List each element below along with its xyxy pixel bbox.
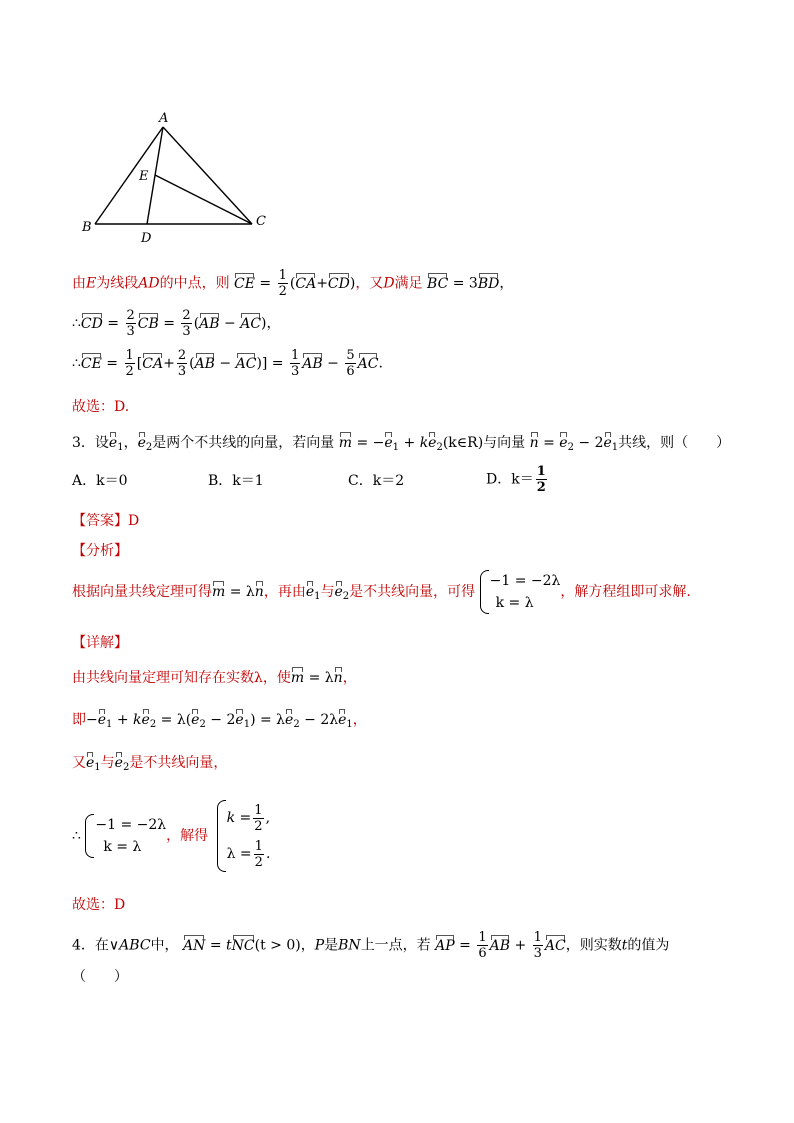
- triangle-diagram: [0, 0, 794, 260]
- label-A: A: [159, 111, 169, 126]
- label-E: E: [139, 169, 149, 184]
- q4-paren: （ ）: [72, 969, 128, 985]
- detail-line-3: 又$e_1$与$e_2$是不共线向量，: [72, 755, 228, 773]
- sol-line-3: ∴CE = $\frac{1}{2}$ [CA+ $\frac{2}{3}$ (AB − AC)] = $\frac{1}{3}$ AB − $\frac{5}{6}$ AC.: [72, 348, 383, 379]
- sol2-choice: 故选：D.: [72, 399, 130, 415]
- detail-line-1: 由共线向量定理可知存在实数λ，使m = λn，: [72, 670, 357, 686]
- analysis-title: 【分析】: [72, 543, 128, 559]
- option-b[interactable]: B．k＝1: [208, 473, 264, 489]
- q3-choice: 故选：D: [72, 897, 126, 913]
- answer-label: 【答案】D: [72, 513, 140, 529]
- label-B: B: [82, 220, 92, 235]
- sol-line-1: 由E为线段AD的中点，则 CE = $\frac{1}{2}$ (CA+CD)，又D满足 BC = 3BD，: [72, 268, 514, 299]
- detail-line-2: 即$-e_1 + ke_2 = \lambda(e_2 - 2e_1) = \lambda e_2 - 2\lambda e_1$，: [72, 712, 367, 730]
- q4-stem: 4．在∨ABC中， AN = tNC(t > 0)，P是BN上一点，若 AP = $\frac{1}{6}$ AB + $\frac{1}{3}$ AC，则实数t的值为: [72, 930, 670, 961]
- label-C: C: [256, 214, 266, 229]
- detail-line-4: ∴ −1 = −2λ k = λ ，解得 k = $\frac{1}{2}$ , λ = $\frac{1}{2}$ .: [72, 800, 270, 872]
- option-d[interactable]: D．k＝ $\frac{1}{2}$: [486, 464, 546, 495]
- analysis-text: 根据向量共线定理可得m = λn，再由$e_1$与$e_2$是不共线向量，可得 −1 = −2λ k = λ ，解方程组即可求解.: [72, 570, 691, 614]
- option-a[interactable]: A．k＝0: [72, 473, 128, 489]
- sol-line-2: ∴CD = $\frac{2}{3}$ CB = $\frac{2}{3}$ (AB − AC)，: [72, 308, 281, 339]
- label-D: D: [141, 231, 152, 246]
- detail-title: 【详解】: [72, 635, 128, 651]
- option-c[interactable]: C．k＝2: [348, 473, 405, 489]
- q3-stem: 3．设$e_1$，$e_2$是两个不共线的向量，若向量 $m = -e_1$ + $ke_2(k\in R)$与向量 $n = e_2 - 2e_1$共线，则（ ）: [72, 435, 731, 453]
